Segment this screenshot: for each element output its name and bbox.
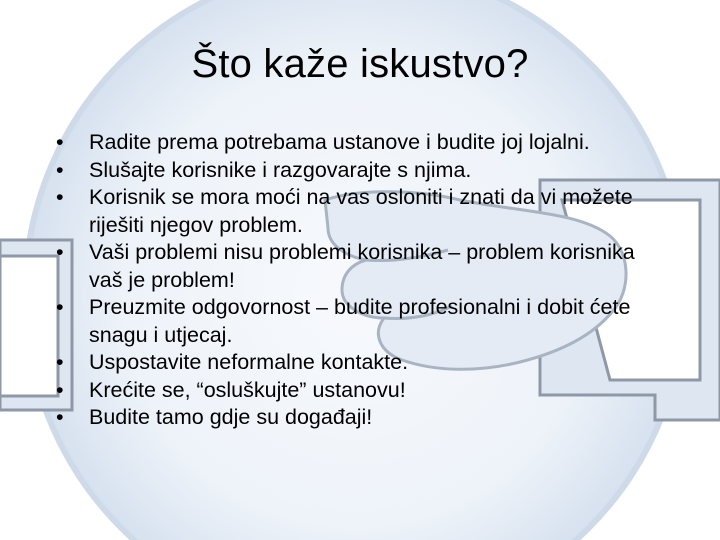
slide-title: Što kaže iskustvo? <box>191 42 529 86</box>
bullet-list <box>56 129 666 432</box>
bullet-item: • Vaši problemi nisu problemi korisnika – problem korisnika vaš je problem! <box>56 239 666 294</box>
bullet-item: • Budite tamo gdje su događaji! <box>56 404 666 432</box>
bullet-item: • Slušajte korisnike i razgovarajte s njima. <box>56 157 666 185</box>
bullet-item: • Preuzmite odgovornost – budite profesionalni i dobit ćete snagu i utjecaj. <box>56 294 666 349</box>
bullet-item: • Korisnik se mora moći na vas osloniti i znati da vi možete riješiti njegov problem. <box>56 184 666 239</box>
bullet-item: • Uspostavite neformalne kontakte. <box>56 349 666 377</box>
bullet-item: • Radite prema potrebama ustanove i budite joj lojalni. <box>56 129 666 157</box>
bullet-item: • Krećite se, “osluškujte” ustanovu! <box>56 377 666 405</box>
